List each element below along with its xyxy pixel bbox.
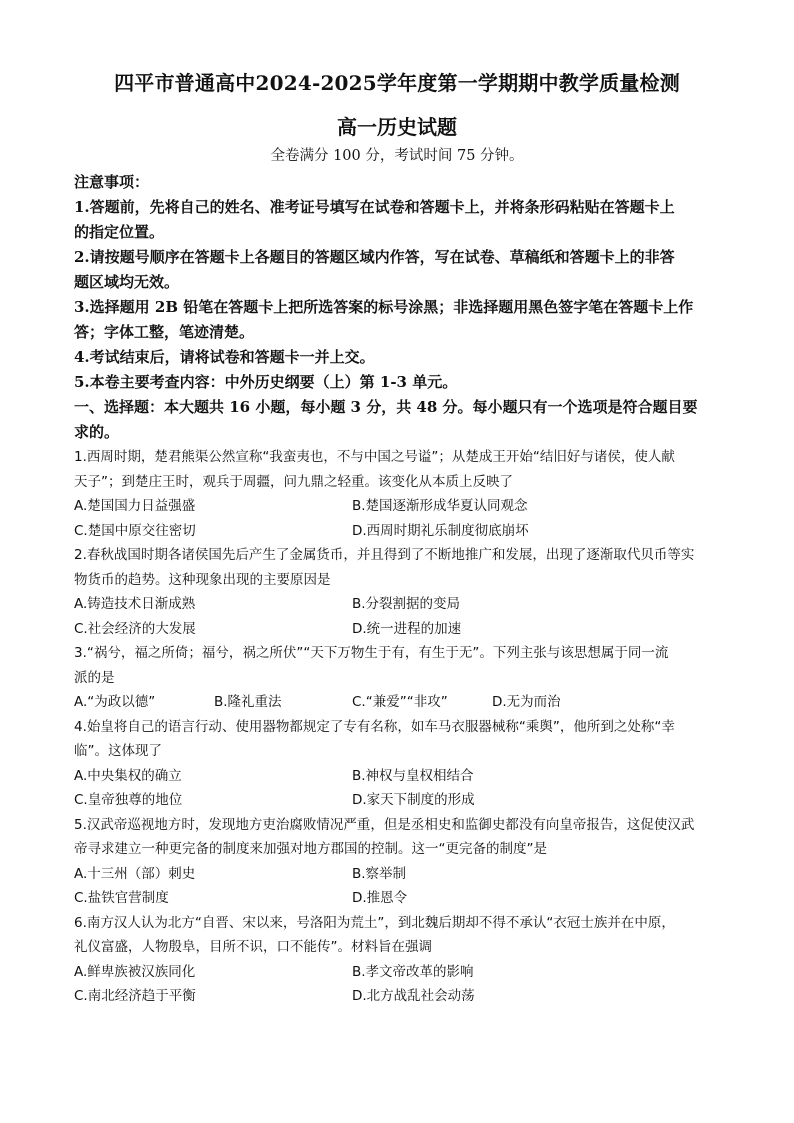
exam-subtitle: 高一历史试题 xyxy=(337,115,457,139)
question-3 xyxy=(74,641,734,715)
option-a: A.鲜卑族被汉族同化 xyxy=(74,963,196,980)
notes-block xyxy=(74,170,724,395)
question-stem: 物货币的趋势。这种现象出现的主要原因是 xyxy=(74,571,331,588)
option-d: D.推恩令 xyxy=(352,890,408,906)
note-line: 4.考试结束后，请将试卷和答题卡一并上交。 xyxy=(74,348,375,366)
option-d: D.西周时期礼乐制度彻底崩坏 xyxy=(352,522,529,539)
option-row xyxy=(74,886,734,911)
question-5 xyxy=(74,813,734,911)
option-a: A.铸造技术日渐成熟 xyxy=(74,596,196,612)
option-b: B.孝文帝改革的影响 xyxy=(352,963,474,980)
question-stem: 礼仪富盛，人物殷阜，目所不识，口不能传”。材料旨在强调 xyxy=(74,939,432,955)
question-4 xyxy=(74,715,734,813)
option-c: C.皇帝独尊的地位 xyxy=(74,792,183,808)
question-stem: 3.“祸兮，福之所倚；福兮，祸之所伏”“天下万物生于有，有生于无”。下列主张与该思想属于同一流 xyxy=(74,645,669,661)
option-b: B.楚国逐渐形成华夏认同观念 xyxy=(352,498,528,514)
question-stem: 1.西周时期，楚君熊渠公然宣称“我蛮夷也，不与中国之号谥”；从楚成王开始“结旧好与诸侯，使人献 xyxy=(74,449,675,465)
option-row xyxy=(74,519,734,544)
option-c: C.南北经济趋于平衡 xyxy=(74,988,196,1004)
question-stem: 帝寻求建立一种更完备的制度来加强对地方郡国的控制。这一“更完备的制度”是 xyxy=(74,841,547,857)
question-2 xyxy=(74,543,734,641)
note-line: 5.本卷主要考查内容：中外历史纲要（上）第 1-3 单元。 xyxy=(74,373,458,391)
note-line: 3.选择题用 2B 铅笔在答题卡上把所选答案的标号涂黑；非选择题用黑色签字笔在答题卡上作 xyxy=(74,298,694,316)
option-row xyxy=(74,960,734,985)
section-heading xyxy=(74,395,724,445)
option-row xyxy=(74,592,734,617)
option-a: A.“为政以德” xyxy=(74,694,156,710)
option-a: A.中央集权的确立 xyxy=(74,767,182,784)
option-c: C.社会经济的大发展 xyxy=(74,620,196,637)
option-row xyxy=(74,764,734,789)
exam-title: 四平市普通高中2024-2025学年度第一学期期中教学质量检测 xyxy=(114,71,680,95)
question-stem: 临”。这体现了 xyxy=(74,743,162,759)
option-b: B.隆礼重法 xyxy=(214,694,282,710)
option-row xyxy=(74,984,734,1009)
section-line: 一、选择题：本大题共 16 小题，每小题 3 分，共 48 分。每小题只有一个选项是符合题目要 xyxy=(74,398,698,416)
option-c: C.楚国中原交往密切 xyxy=(74,522,196,539)
note-line: 1.答题前，先将自己的姓名、准考证号填写在试卷和答题卡上，并将条形码粘贴在答题卡上 xyxy=(74,198,675,216)
option-d: D.无为而治 xyxy=(492,694,561,710)
question-stem: 4.始皇将自己的语言行动、使用器物都规定了专有名称，如车马衣服器械称“乘舆”，他所到之处称“幸 xyxy=(74,718,675,735)
option-b: B.察举制 xyxy=(352,865,407,882)
question-list xyxy=(74,445,734,1009)
option-row xyxy=(74,690,734,715)
note-line: 答；字体工整，笔迹清楚。 xyxy=(74,323,255,341)
option-d: D.北方战乱社会动荡 xyxy=(352,988,475,1004)
question-stem: 2.春秋战国时期各诸侯国先后产生了金属货币，并且得到了不断地推广和发展，出现了逐渐取代贝币等实 xyxy=(74,547,695,563)
question-stem: 5.汉武帝巡视地方时，发现地方吏治腐败情况严重，但是丞相史和监御史都没有向皇帝报告，这促使汉武 xyxy=(74,816,695,833)
question-stem: 天子”；到楚庄王时，观兵于周疆，问九鼎之轻重。该变化从本质上反映了 xyxy=(74,473,513,490)
score-info: 全卷满分 100 分，考试时间 75 分钟。 xyxy=(270,148,524,164)
note-line: 的指定位置。 xyxy=(74,223,165,241)
option-d: D.家天下制度的形成 xyxy=(352,792,475,808)
section-line: 求的。 xyxy=(74,423,120,441)
notes-heading: 注意事项： xyxy=(74,173,150,191)
option-row xyxy=(74,862,734,887)
option-row xyxy=(74,788,734,813)
question-stem: 派的是 xyxy=(74,669,115,686)
note-line: 题区域均无效。 xyxy=(74,273,180,291)
option-a: A.十三州（部）刺史 xyxy=(74,865,196,882)
option-c: C.盐铁官营制度 xyxy=(74,890,169,906)
question-stem: 6.南方汉人认为北方“自晋、宋以来，号洛阳为荒土”，到北魏后期却不得不承认“衣冠士族并在中原， xyxy=(74,914,675,931)
question-1 xyxy=(74,445,734,543)
option-c: C.“兼爱”“非攻” xyxy=(352,694,448,710)
question-6 xyxy=(74,911,734,1009)
option-row xyxy=(74,617,734,642)
option-b: B.神权与皇权相结合 xyxy=(352,767,474,784)
option-b: B.分裂割据的变局 xyxy=(352,596,461,612)
option-row xyxy=(74,494,734,519)
note-line: 2.请按题号顺序在答题卡上各题目的答题区域内作答，写在试卷、草稿纸和答题卡上的非答 xyxy=(74,248,675,266)
option-d: D.统一进程的加速 xyxy=(352,620,462,637)
option-a: A.楚国国力日益强盛 xyxy=(74,498,196,514)
